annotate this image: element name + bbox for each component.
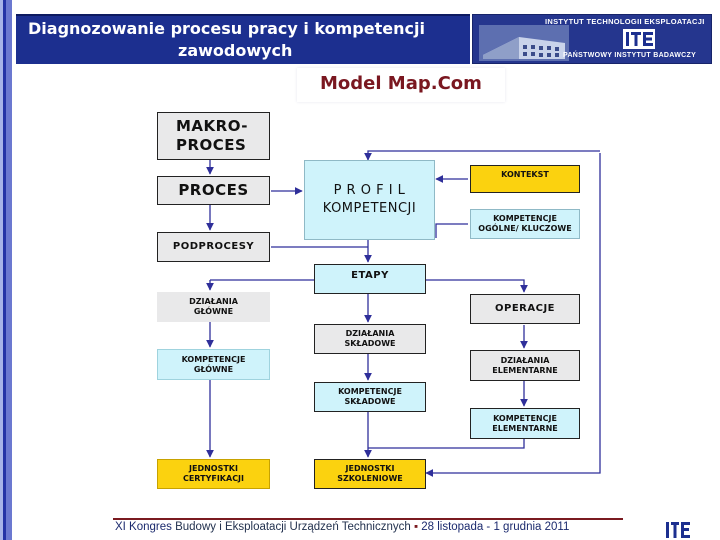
top-feedback-line: [368, 151, 600, 160]
node-kontekst: KONTEKST: [470, 165, 580, 193]
line-kompelem-szkol: [368, 439, 524, 448]
institute-name: INSTYTUT TECHNOLOGII EKSPLOATACJI: [545, 17, 705, 26]
footer-part3: 28 listopada - 1 grudnia 2011: [421, 521, 570, 533]
slide-title-line2: zawodowych: [178, 41, 293, 60]
node-etapy: ETAPY: [314, 264, 426, 294]
footer-part1: XI Kongres: [115, 521, 176, 533]
model-title: Model Map.Com: [320, 73, 482, 94]
institute-status: PAŃSTWOWY INSTYTUT BADAWCZY: [563, 52, 697, 59]
slide-title-line1: Diagnozowanie procesu pracy i kompetencji: [28, 19, 425, 38]
node-profil-kompetencji: P R O F I L KOMPETENCJI: [304, 160, 435, 240]
line-kompogolne-profil: [436, 224, 468, 238]
footer-bullet: ▪: [410, 521, 422, 533]
footer-text: [115, 521, 569, 533]
node-kompetencje-skladowe: KOMPETENCJE SKŁADOWE: [314, 382, 426, 412]
node-kompetencje-glowne: KOMPETENCJE GŁÓWNE: [157, 349, 270, 380]
node-dzialania-skladowe: DZIAŁANIA SKŁADOWE: [314, 324, 426, 354]
node-proces: PROCES: [157, 176, 270, 205]
footer-ite-logo-icon: [665, 518, 691, 540]
node-jednostki-certyfikacji: JEDNOSTKI CERTYFIKACJI: [157, 459, 270, 489]
node-podprocesy: PODPROCESY: [157, 232, 270, 262]
arrow-etapy-operacje: [426, 280, 524, 292]
node-jednostki-szkoleniowe: JEDNOSTKI SZKOLENIOWE: [314, 459, 426, 489]
node-makroproces: MAKRO- PROCES: [157, 112, 270, 160]
node-dzialania-elementarne: DZIAŁANIA ELEMENTARNE: [470, 350, 580, 381]
node-dzialania-glowne: DZIAŁANIA GŁÓWNE: [157, 292, 270, 322]
node-kompetencje-ogolne: KOMPETENCJE OGÓLNE/ KLUCZOWE: [470, 209, 580, 239]
footer-part2: Budowy i Eksploatacji Urządzeń Technicznych: [175, 521, 411, 533]
node-operacje: OPERACJE: [470, 294, 580, 324]
footer-divider: [113, 518, 623, 520]
footer: [113, 518, 623, 540]
node-kompetencje-elementarne: KOMPETENCJE ELEMENTARNE: [470, 408, 580, 439]
